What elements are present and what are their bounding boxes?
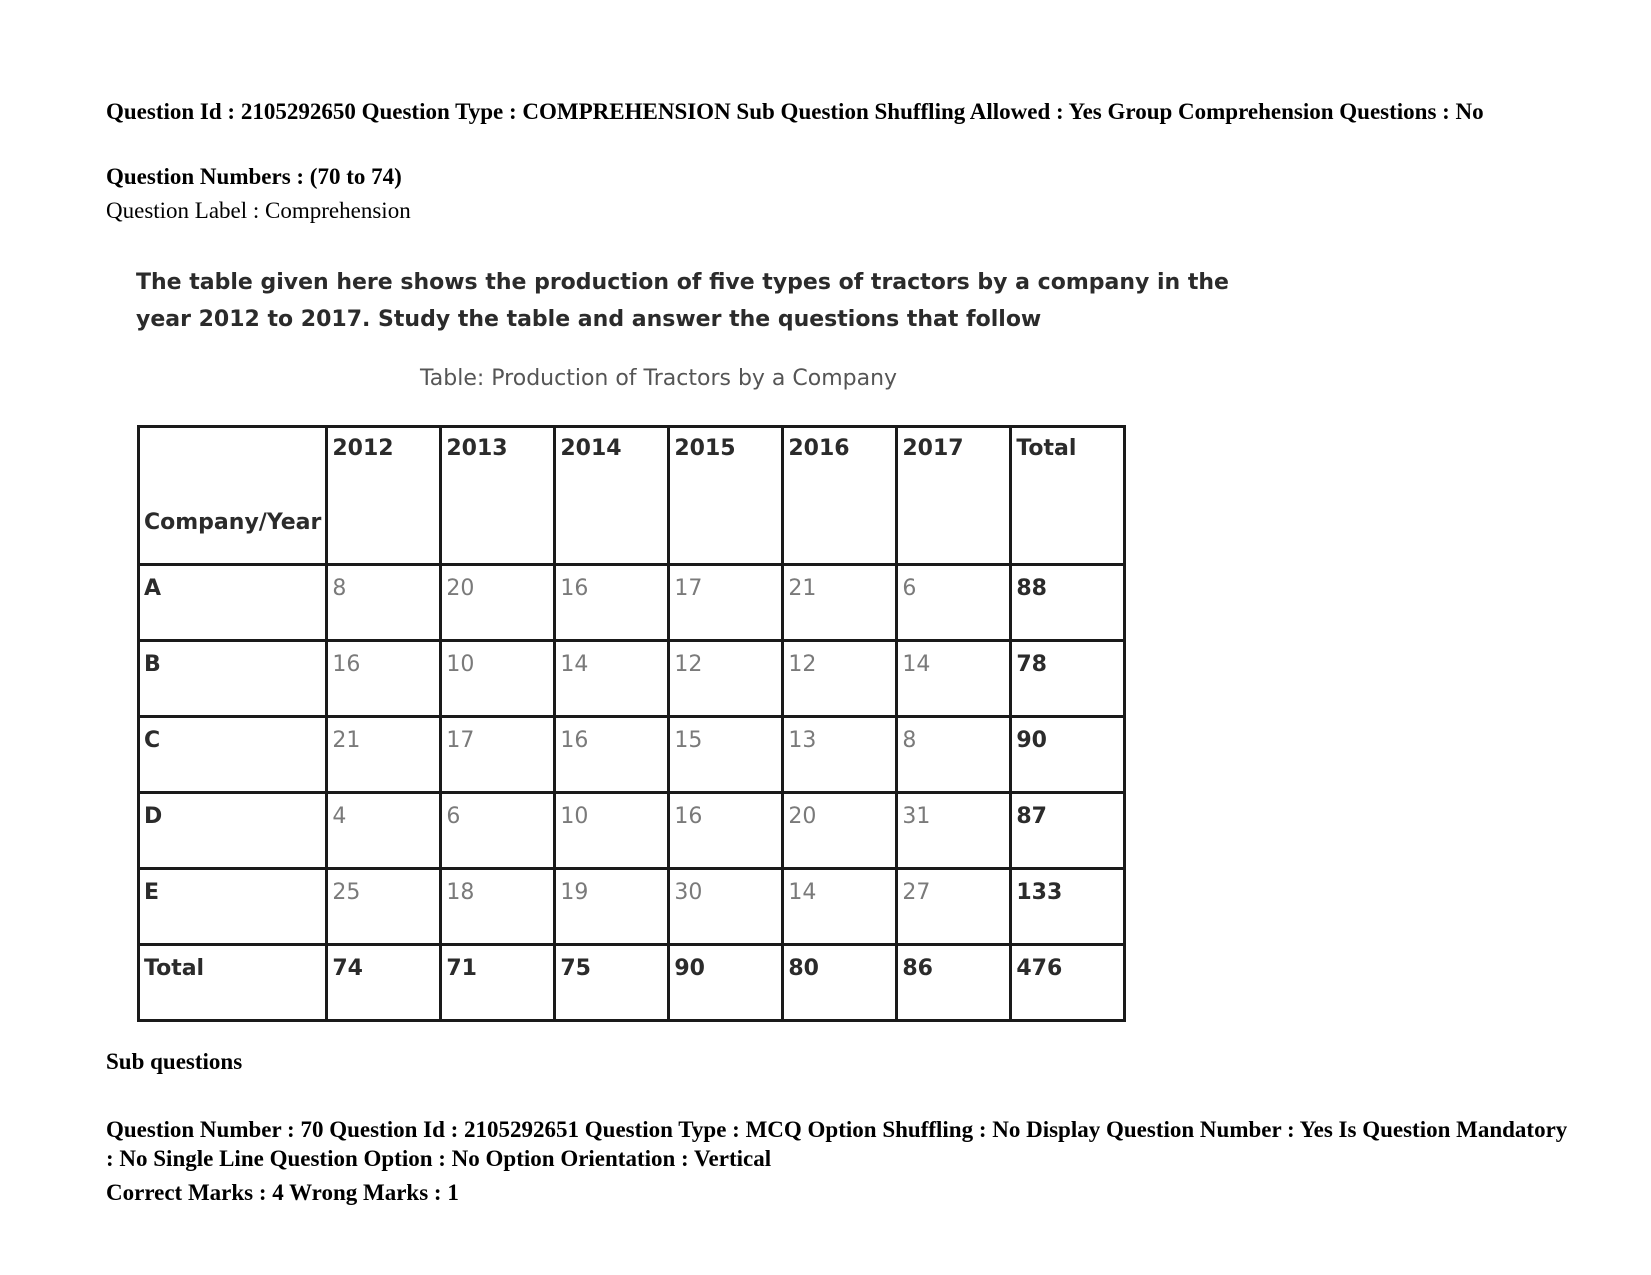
table-cell: 8 bbox=[327, 565, 441, 641]
table-cell: 27 bbox=[897, 869, 1011, 945]
table-cell: 18 bbox=[441, 869, 555, 945]
table-cell: 21 bbox=[783, 565, 897, 641]
question-numbers: Question Numbers : (70 to 74) bbox=[106, 164, 402, 189]
row-total-cell: 88 bbox=[1011, 565, 1125, 641]
table-cell: 6 bbox=[897, 565, 1011, 641]
table-cell: 16 bbox=[555, 717, 669, 793]
sub-question-info: Question Number : 70 Question Id : 2105292651 Question Type : MCQ Option Shuffling : No Display Question Number : Yes Is Question Mandatory : No Single Line Question Option : No Option Orientation : Vertical bbox=[106, 1117, 1568, 1171]
column-total-cell: 86 bbox=[897, 945, 1011, 1021]
row-total-cell: 78 bbox=[1011, 641, 1125, 717]
table-header-cell: 2014 bbox=[555, 427, 669, 565]
row-total-cell: 87 bbox=[1011, 793, 1125, 869]
row-label-cell: A bbox=[139, 565, 327, 641]
production-table bbox=[137, 425, 1126, 1022]
column-total-cell: 90 bbox=[669, 945, 783, 1021]
table-row bbox=[139, 641, 1125, 717]
table-row bbox=[139, 793, 1125, 869]
marks-info: Correct Marks : 4 Wrong Marks : 1 bbox=[106, 1180, 459, 1205]
row-total-cell: 133 bbox=[1011, 869, 1125, 945]
table-header-row bbox=[139, 427, 1125, 565]
table-cell: 17 bbox=[441, 717, 555, 793]
table-header-cell: 2013 bbox=[441, 427, 555, 565]
table-row bbox=[139, 565, 1125, 641]
table-cell: 25 bbox=[327, 869, 441, 945]
table-cell: 16 bbox=[669, 793, 783, 869]
question-header-info: Question Id : 2105292650 Question Type : COMPREHENSION Sub Question Shuffling Allowed : Yes Group Comprehension Questions : No bbox=[106, 99, 1484, 124]
table-cell: 4 bbox=[327, 793, 441, 869]
table-header-cell: 2015 bbox=[669, 427, 783, 565]
row-total-cell: 90 bbox=[1011, 717, 1125, 793]
table-cell: 30 bbox=[669, 869, 783, 945]
table-header-cell: 2017 bbox=[897, 427, 1011, 565]
table-cell: 16 bbox=[327, 641, 441, 717]
row-label-cell: C bbox=[139, 717, 327, 793]
table-cell: 20 bbox=[783, 793, 897, 869]
table-cell: 12 bbox=[669, 641, 783, 717]
table-cell: 21 bbox=[327, 717, 441, 793]
table-cell: 16 bbox=[555, 565, 669, 641]
row-label-cell: E bbox=[139, 869, 327, 945]
table-cell: 20 bbox=[441, 565, 555, 641]
table-header-cell: 2016 bbox=[783, 427, 897, 565]
table-row bbox=[139, 717, 1125, 793]
table-cell: 12 bbox=[783, 641, 897, 717]
table-cell: 13 bbox=[783, 717, 897, 793]
column-total-cell: 80 bbox=[783, 945, 897, 1021]
table-cell: 10 bbox=[441, 641, 555, 717]
comprehension-passage: The table given here shows the production of five types of tractors by a company in the year 2012 to 2017. Study the table and answer the questions that follow bbox=[136, 270, 1229, 332]
table-cell: 14 bbox=[555, 641, 669, 717]
column-total-cell: 74 bbox=[327, 945, 441, 1021]
column-total-cell: 75 bbox=[555, 945, 669, 1021]
table-cell: 6 bbox=[441, 793, 555, 869]
table-cell: 31 bbox=[897, 793, 1011, 869]
row-label-cell: Total bbox=[139, 945, 327, 1021]
table-total-row bbox=[139, 945, 1125, 1021]
table-cell: 10 bbox=[555, 793, 669, 869]
table-cell: 14 bbox=[897, 641, 1011, 717]
grand-total-cell: 476 bbox=[1011, 945, 1125, 1021]
question-label: Question Label : Comprehension bbox=[106, 198, 411, 223]
table-header-cell: Company/Year bbox=[139, 427, 327, 565]
row-label-cell: D bbox=[139, 793, 327, 869]
table-caption: Table: Production of Tractors by a Company bbox=[420, 366, 898, 391]
sub-questions-heading: Sub questions bbox=[106, 1049, 243, 1074]
table-cell: 15 bbox=[669, 717, 783, 793]
table-row bbox=[139, 869, 1125, 945]
table-cell: 17 bbox=[669, 565, 783, 641]
table-cell: 14 bbox=[783, 869, 897, 945]
table-header-cell: 2012 bbox=[327, 427, 441, 565]
table-cell: 19 bbox=[555, 869, 669, 945]
column-total-cell: 71 bbox=[441, 945, 555, 1021]
table-cell: 8 bbox=[897, 717, 1011, 793]
row-label-cell: B bbox=[139, 641, 327, 717]
table-header-cell: Total bbox=[1011, 427, 1125, 565]
